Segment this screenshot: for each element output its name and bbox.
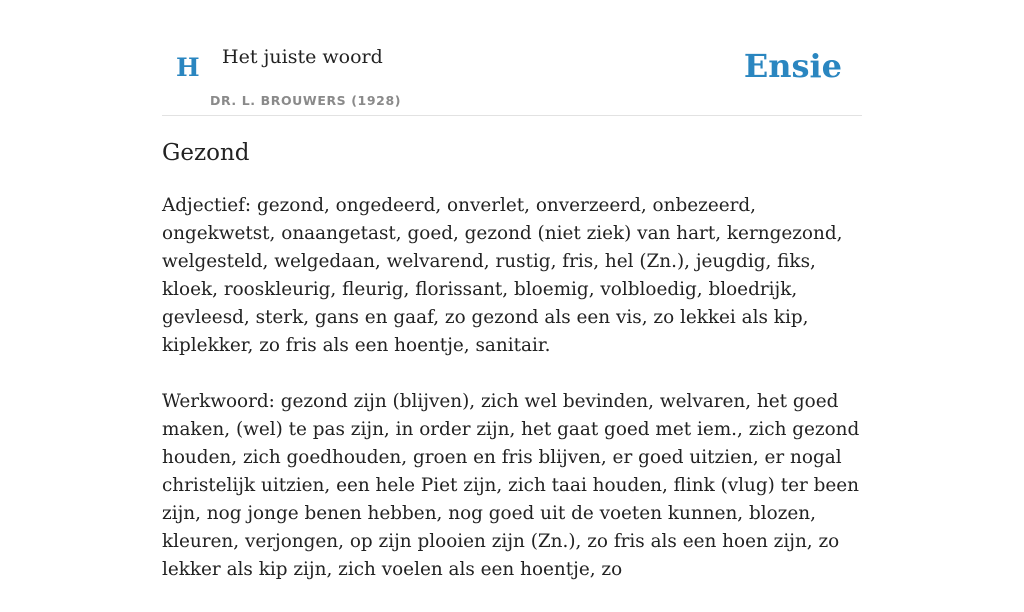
- book-title[interactable]: Het juiste woord: [222, 46, 383, 68]
- entry-title: Gezond: [162, 140, 250, 166]
- book-logo[interactable]: H: [176, 53, 200, 82]
- book-author: DR. L. BROUWERS (1928): [210, 93, 402, 108]
- header: [162, 0, 862, 116]
- paragraph-verb: Werkwoord: gezond zijn (blijven), zich wel bevinden, welvaren, het goed maken, (wel) te pas zijn, in order zijn, het gaat goed met iem., zich gezond houden, zich goedhouden, groen en fris blijven, er goed uitzien, er nogal christelijk uitzien, een hele Piet zijn, zich taai houden, flink (vlug) ter been zijn, nog jonge benen hebben, nog goed uit de voeten kunnen, blozen, kleuren, verjongen, op zijn plooien zijn (Zn.), zo fris als een hoen zijn, zo lekker als kip zijn, zich voelen als een hoentje, zo: [162, 391, 860, 580]
- ensie-logo[interactable]: Ensie: [743, 47, 842, 85]
- page: [162, 0, 862, 580]
- entry-body: [162, 192, 862, 612]
- paragraph-adjective: Adjectief: gezond, ongedeerd, onverlet, onverzeerd, onbezeerd, ongekwetst, onaangetast, goed, gezond (niet ziek) van hart, kerngezond, welgesteld, welgedaan, welvarend, rustig, fris, hel (Zn.), jeugdig, fiks, kloek, rooskleurig, fleurig, florissant, bloemig, volbloedig, bloedrijk, gevleesd, sterk, gans en gaaf, zo gezond als een vis, zo lekkei als kip, kiplekker, zo fris als een hoentje, sanitair.: [162, 195, 843, 356]
